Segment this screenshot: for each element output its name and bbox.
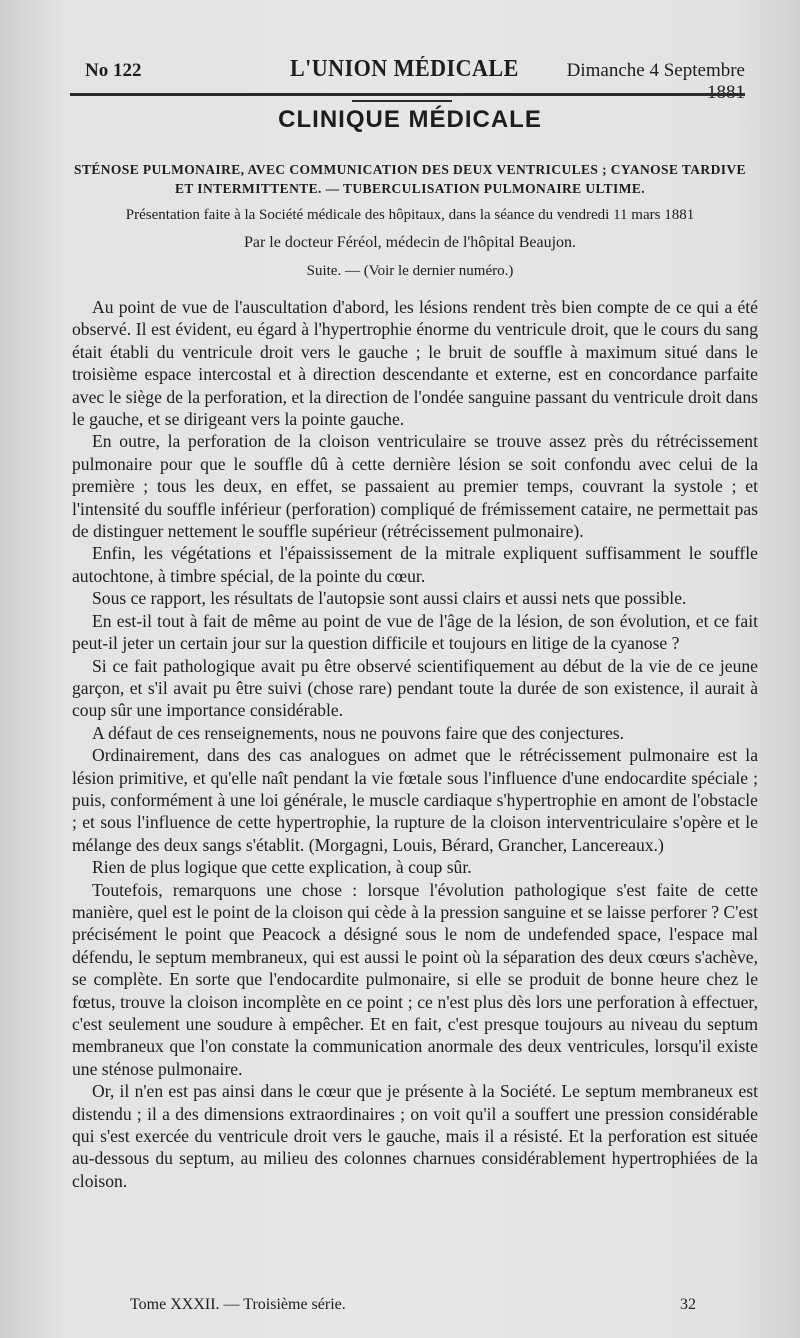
- paragraph: Ordinairement, dans des cas analogues on admet que le rétrécissement pulmonaire est la lésion primitive, et qu'elle naît pendant la vie fœtale sous l'influence d'une endocardite spéciale ; puis, conformément à une loi générale, le muscle cardiaque s'hypertrophie en amont de l'obstacle ; et sous l'influence de cette hypertrophie, la rupture de la cloison interventriculaire s'opère et le mélange des deux sangs s'établit. (Morgagni, Louis, Bérard, Grancher, Lancereaux.): [72, 745, 758, 855]
- subtitle-line-1: STÉNOSE PULMONAIRE, AVEC COMMUNICATION DES DEUX VENTRICULES ; CYANOSE TARDIVE: [74, 162, 746, 177]
- paragraph: Si ce fait pathologique avait pu être observé scientifiquement au début de la vie de ce jeune garçon, et s'il avait pu être suivi (chose rare) pendant toute la durée de son existence, il aurait à coup sûr une importance considérable.: [72, 655, 758, 721]
- article-subtitle: [70, 160, 750, 198]
- author-line: Par le docteur Féréol, médecin de l'hôpital Beaujon.: [243, 234, 577, 251]
- subtitle-line-2: ET INTERMITTENTE. — TUBERCULISATION PULMONAIRE ULTIME.: [174, 181, 646, 196]
- page-footer: [130, 1296, 696, 1320]
- page-number: 32: [680, 1296, 696, 1313]
- section-title: CLINIQUE MÉDICALE: [278, 106, 542, 133]
- paragraph: En outre, la perforation de la cloison ventriculaire se trouve assez près du rétrécissement pulmonaire pour que le souffle dû à cette dernière lésion se soit confondu avec celui de la première ; tous les deux, en effet, se passaient au premier temps, couvrant la systole ; et l'intensité du souffle inférieur (perforation) compliqué de frémissement cataire, ne permettait pas de distinguer nettement le souffle supérieur (rétrécissement pulmonaire).: [72, 431, 758, 542]
- paragraph: Toutefois, remarquons une chose : lorsque l'évolution pathologique s'est faite de cette manière, quel est le point de la cloison qui cède à la pression sanguine et se laisse perforer ? C'est précisément le point que Peacock a désigné sous le nom de undefended space, l'espace mal défendu, le septum membraneux, qui est aussi le point où la séparation des deux cœurs s'achève, se complète. En sorte que l'endocardite pulmonaire, si elle se produit de bonne heure chez le fœtus, trouve la cloison incomplète en ce point ; ce n'est plus dès lors une perforation à effectuer, c'est seulement une soudure à empêcher. Et en fait, c'est presque toujours au niveau du septum membraneux que l'on constate la communication anormale des deux ventricules, lorsqu'il existe une sténose pulmonaire.: [72, 879, 758, 1079]
- header-rule: [70, 93, 745, 96]
- tome-label: Tome XXXII. — Troisième série.: [130, 1296, 346, 1313]
- paragraph: Enfin, les végétations et l'épaississement de la mitrale expliquent suffisamment le souffle autochtone, à timbre spécial, de la pointe du cœur.: [72, 543, 758, 586]
- presentation-note: Présentation faite à la Société médicale des hôpitaux, dans la séance du vendredi 11 mars 1881: [125, 207, 695, 223]
- issue-number: No 122: [85, 60, 142, 81]
- journal-title: L'UNION MÉDICALE: [290, 56, 519, 82]
- paragraph: Or, il n'en est pas ainsi dans le cœur que je présente à la Société. Le septum membraneux est distendu ; il a des dimensions extraordinaires ; on voit qu'il a souffert une pression considérable qui s'est exercée du ventricule droit vers le gauche, mais il a résisté. Et la perforation est située au-dessous du septum, au milieu des colonnes charnues considérablement hypertrophiées de la cloison.: [72, 1081, 758, 1191]
- issue-date: Dimanche 4 Septembre: [566, 60, 745, 81]
- paragraph: A défaut de ces renseignements, nous ne pouvons faire que des conjectures.: [92, 722, 625, 743]
- paragraph: Rien de plus logique que cette explication, à coup sûr.: [92, 857, 472, 878]
- section-rule: [352, 100, 452, 102]
- paragraph: En est-il tout à fait de même au point de vue de l'âge de la lésion, de son évolution, et ce fait peut-il jeter un certain jour sur la question difficile et toujours en litige de la cyanose ?: [72, 610, 758, 654]
- paragraph: Au point de vue de l'auscultation d'abord, les lésions rendent très bien compte de ce qui a été observé. Il est évident, eu égard à l'hypertrophie énorme du ventricule droit, que le cours du sang était établi du ventricule droit vers le gauche ; le bruit de souffle à maximum situé dans le troisième espace intercostal et à direction descendante et externe, est en concordance parfaite avec le siège de la perforation, et la direction de l'ondée sanguine passant du ventricule droit dans le gauche, et se dirigeant vers la pointe gauche.: [72, 297, 758, 430]
- article-body: [72, 296, 758, 1192]
- paragraph: Sous ce rapport, les résultats de l'autopsie sont aussi clairs et aussi nets que possible.: [92, 588, 687, 609]
- page-header: [85, 56, 745, 86]
- continuation-note: Suite. — (Voir le dernier numéro.): [306, 263, 514, 279]
